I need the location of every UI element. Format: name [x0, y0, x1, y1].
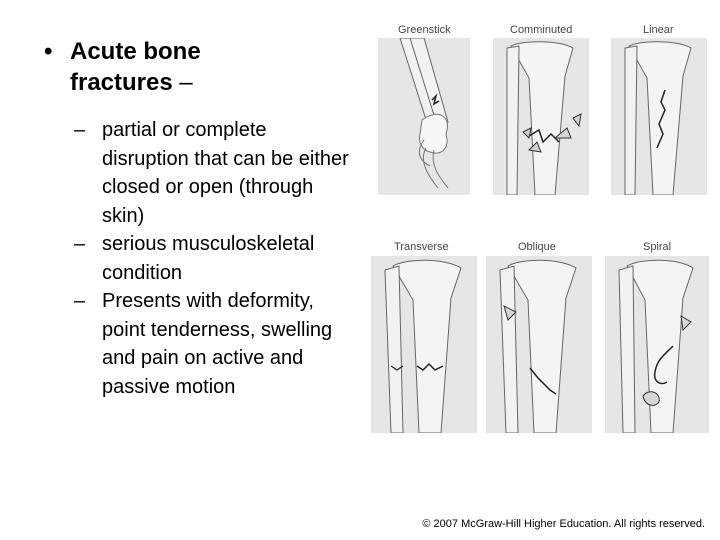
spiral-illustration [605, 256, 709, 433]
main-bullet-dash: – [172, 69, 193, 96]
bullet-symbol: • [44, 38, 53, 65]
label-spiral: Spiral [643, 241, 672, 253]
sub-bullet-dash: – [74, 119, 86, 141]
linear-illustration [611, 38, 707, 195]
main-bullet-text [70, 36, 270, 98]
text-column [22, 36, 362, 401]
greenstick-illustration [378, 38, 470, 195]
panel-linear [611, 38, 707, 195]
sub-bullet-item [22, 116, 362, 230]
sub-bullet-text: partial or complete disruption that can be either closed or open (through skin) [102, 119, 349, 227]
sub-bullet-dash: – [74, 233, 86, 255]
panel-comminuted [493, 38, 589, 195]
panel-transverse [371, 256, 477, 433]
label-comminuted: Comminuted [510, 24, 573, 36]
comminuted-illustration [493, 38, 589, 195]
sub-bullet-list [22, 116, 362, 401]
label-oblique: Oblique [518, 241, 556, 253]
sub-bullet-dash: – [74, 290, 86, 312]
sub-bullet-item [22, 287, 362, 401]
copyright-notice: © 2007 McGraw-Hill Higher Education. All rights reserved. [422, 518, 705, 530]
main-bullet-title: Acute bone fractures [70, 38, 201, 96]
label-linear: Linear [643, 24, 674, 36]
panel-oblique [486, 256, 592, 433]
transverse-illustration [371, 256, 477, 433]
panel-spiral [605, 256, 709, 433]
sub-bullet-text: Presents with deformity, point tenderness, swelling and pain on active and passive motion [102, 290, 333, 398]
sub-bullet-item [22, 230, 362, 287]
label-greenstick: Greenstick [398, 24, 451, 36]
sub-bullet-text: serious musculoskeletal condition [102, 233, 315, 284]
label-transverse: Transverse [394, 241, 449, 253]
panel-greenstick [378, 38, 470, 195]
main-bullet [22, 36, 362, 98]
oblique-illustration [486, 256, 592, 433]
